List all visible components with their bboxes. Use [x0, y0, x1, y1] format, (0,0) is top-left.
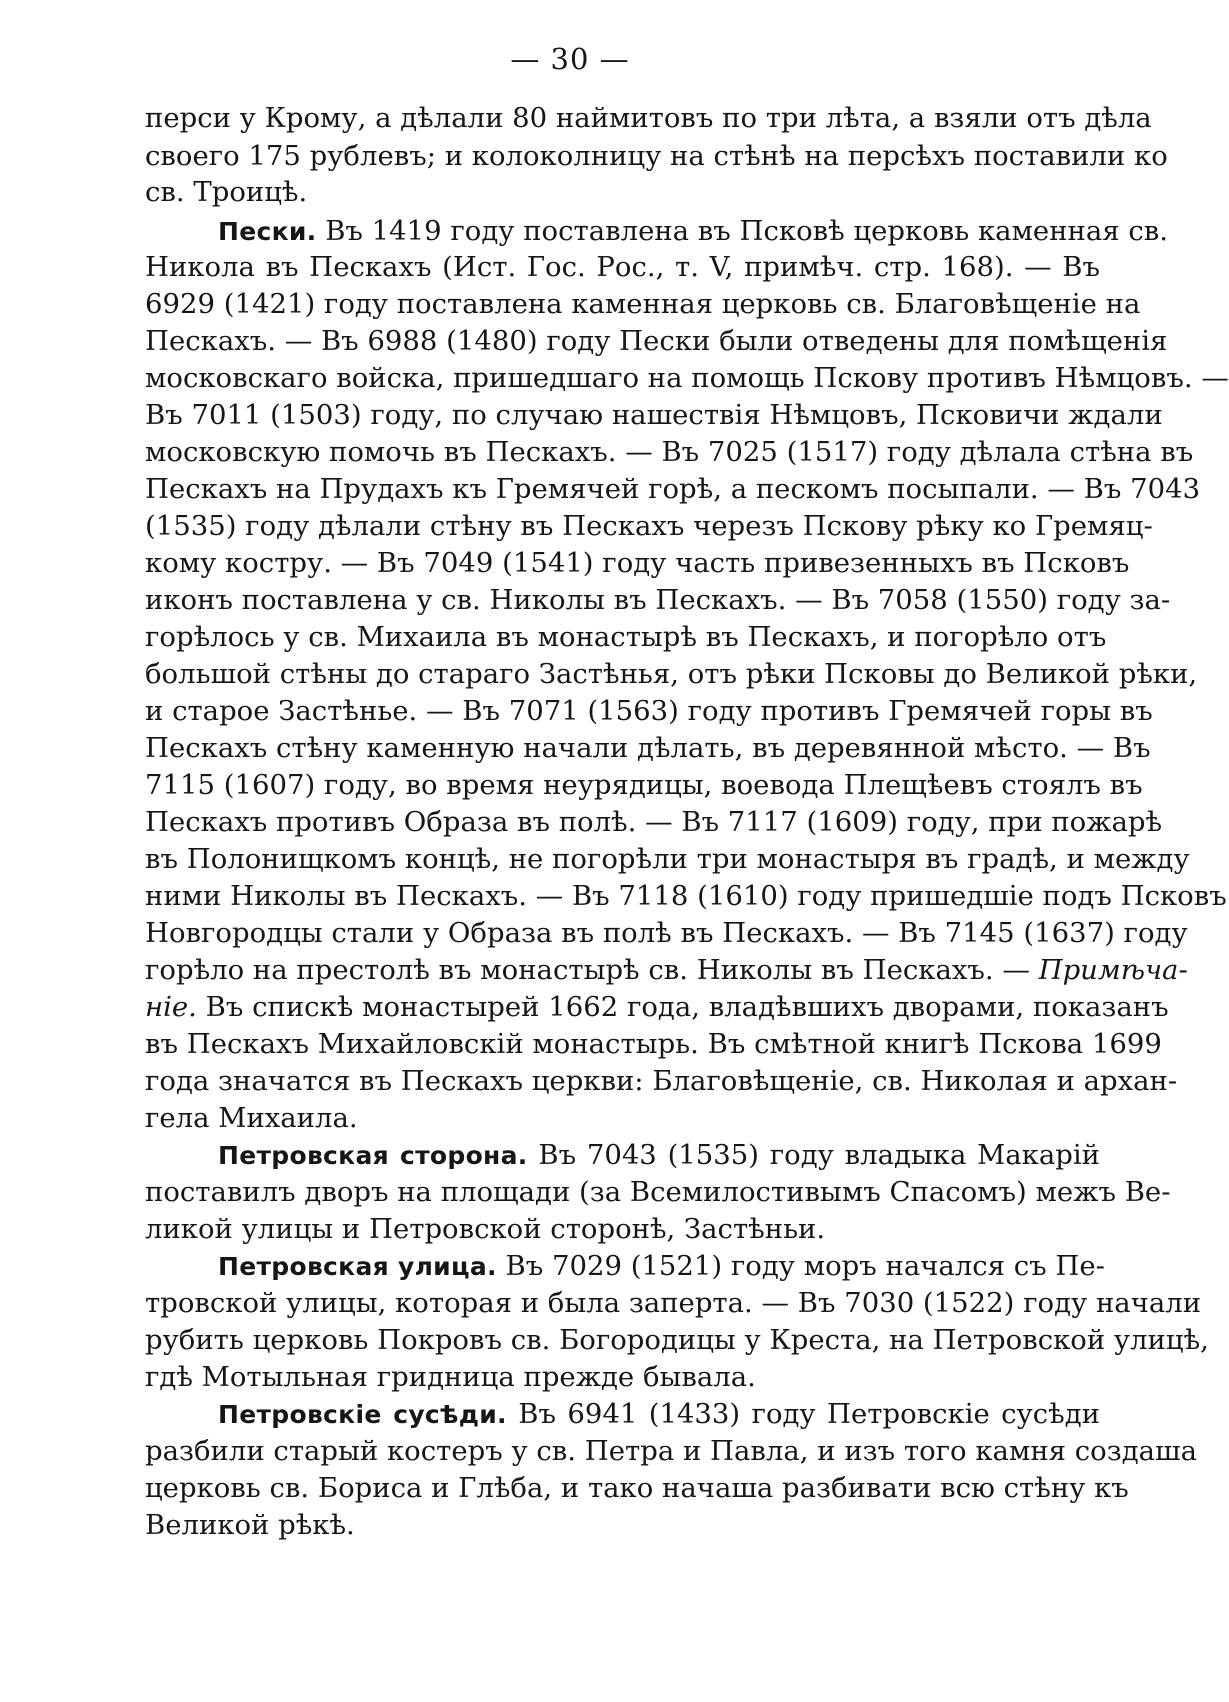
text-line: въ Пескахъ Михайловскій монастырь. Въ смѣтной книгѣ Пскова 1699: [145, 1028, 1162, 1060]
text-run: Въ 7029 (1521) году моръ начался съ Пе-: [496, 1250, 1105, 1282]
text-run: Въ 6941 (1433) году Петровскіе сусѣди: [506, 1398, 1100, 1430]
text-line: гела Михаила.: [145, 1102, 358, 1134]
text-line: разбили старый костеръ у св. Петра и Павла, и изъ того камня создаша: [145, 1435, 1197, 1467]
text-line: Пескахъ стѣну каменную начали дѣлать, въ деревянной мѣсто. — Въ: [145, 732, 1151, 764]
text-line: 7115 (1607) году, во время неурядицы, воевода Плещѣевъ стоялъ въ: [145, 769, 1143, 801]
text-line: горѣлось у св. Михаила въ монастырѣ въ Пескахъ, и погорѣло отъ: [145, 621, 1107, 653]
text-line: ликой улицы и Петровской сторонѣ, Застѣньи.: [145, 1213, 826, 1245]
text-line: Новгородцы стали у Образа въ полѣ въ Пескахъ. — Въ 7145 (1637) году: [145, 917, 1188, 949]
text-line: 6929 (1421) году поставлена каменная церковь св. Благовѣщеніе на: [145, 288, 1141, 320]
text-line: Никола въ Пескахъ (Ист. Гос. Рос., т. V, примѣч. стр. 168). — Въ: [145, 251, 1100, 283]
text-line: Въ 7011 (1503) году, по случаю нашествія Нѣмцовъ, Псковичи ждали: [145, 399, 1163, 431]
text-line: церковь св. Бориса и Глѣба, и тако начаша разбивати всю стѣну къ: [145, 1472, 1129, 1504]
note-label: ніе.: [145, 991, 197, 1023]
text-line: св. Троицѣ.: [145, 176, 308, 208]
text-line: Великой рѣкѣ.: [145, 1509, 355, 1541]
page-number: — 30 —: [510, 42, 630, 76]
text-line: Пескахъ. — Въ 6988 (1480) году Пески были отведены для помѣщенія: [145, 325, 1168, 357]
text-line: большой стѣны до стараго Застѣнья, отъ рѣки Псковы до Великой рѣки,: [145, 658, 1198, 690]
text-line: ними Николы въ Пескахъ. — Въ 7118 (1610) году пришедшіе подъ Псковъ: [145, 880, 1227, 912]
section-heading: Петровская сторона.: [218, 1141, 528, 1170]
section-heading: Петровская улица.: [218, 1252, 497, 1281]
text-line: (1535) году дѣлали стѣну въ Пескахъ черезъ Пскову рѣку ко Гремяц-: [145, 510, 1153, 542]
text-line: перси у Крому, а дѣлали 80 наймитовъ по три лѣта, а взяли отъ дѣла: [145, 102, 1152, 134]
text-line: гдѣ Мотыльная гридница прежде бывала.: [145, 1361, 756, 1393]
note-label: Примѣча-: [1038, 954, 1188, 986]
text-line: Пескахъ противъ Образа въ полѣ. — Въ 7117 (1609) году, при пожарѣ: [145, 806, 1163, 838]
text-line: тровской улицы, которая и была заперта. — Въ 7030 (1522) году начали: [145, 1287, 1202, 1319]
text-line: года значатся въ Пескахъ церкви: Благовѣщеніе, св. Николая и архан-: [145, 1065, 1178, 1097]
text-run: горѣло на престолѣ въ монастырѣ св. Николы въ Пескахъ. —: [145, 954, 1039, 986]
section-heading: Пески.: [218, 217, 317, 246]
section-heading: Петровскіе сусѣди.: [218, 1400, 507, 1429]
text-line: Пескахъ на Прудахъ къ Гремячей горѣ, а пескомъ посыпали. — Въ 7043: [145, 473, 1201, 505]
text-run: Въ 1419 году поставлена въ Псковѣ церковь каменная св.: [316, 215, 1168, 247]
text-line: московскую помочь въ Пескахъ. — Въ 7025 (1517) году дѣлала стѣна въ: [145, 436, 1194, 468]
text-line: иконъ поставлена у св. Николы въ Пескахъ. — Въ 7058 (1550) году за-: [145, 584, 1171, 616]
text-run: Въ 7043 (1535) году владыка Макарій: [527, 1139, 1100, 1171]
text-line: своего 175 рублевъ; и колоколницу на стѣнѣ на персѣхъ поставили ко: [145, 140, 1168, 172]
text-run: Въ спискѣ монастырей 1662 года, владѣвшихъ дворами, показанъ: [196, 991, 1169, 1023]
text-line: поставилъ дворъ на площади (за Всемилостивымъ Спасомъ) межъ Ве-: [145, 1176, 1171, 1208]
text-line: рубить церковь Покровъ св. Богородицы у Креста, на Петровской улицѣ,: [145, 1324, 1209, 1356]
text-line: и старое Застѣнье. — Въ 7071 (1563) году противъ Гремячей горы въ: [145, 695, 1153, 727]
text-line: въ Полонищкомъ концѣ, не погорѣли три монастыря въ градѣ, и между: [145, 843, 1190, 875]
text-line: московскаго войска, пришедшаго на помощь Пскову противъ Нѣмцовъ. —: [145, 362, 1229, 394]
text-line: кому костру. — Въ 7049 (1541) году часть привезенныхъ въ Псковъ: [145, 547, 1130, 579]
